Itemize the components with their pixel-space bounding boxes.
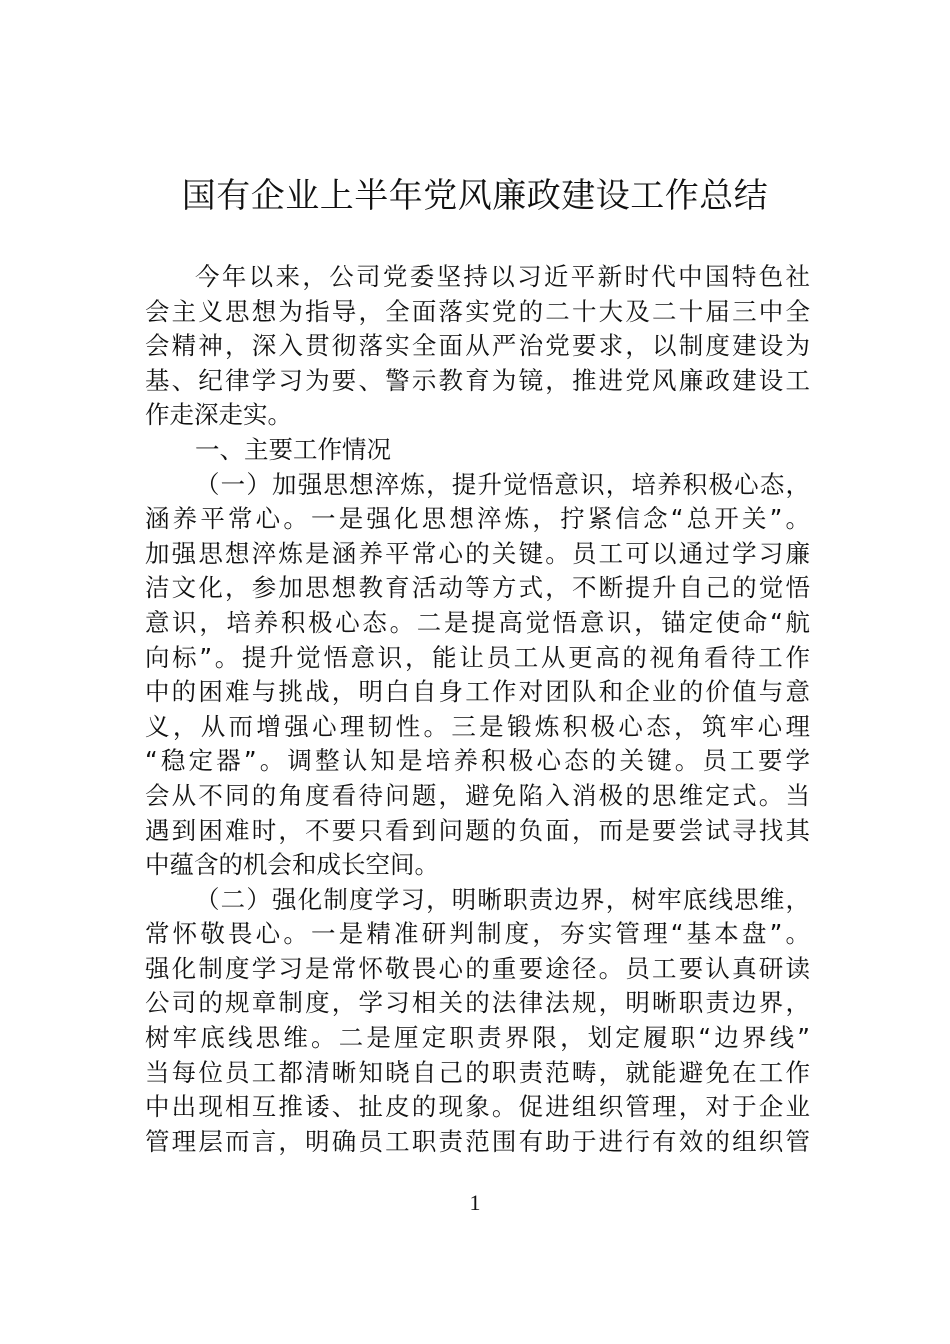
paragraph-line: 加强思想淬炼是涵养平常心的关键。员工可以通过学习廉 [145,538,810,568]
paragraph-line: 向标”。提升觉悟意识，能让员工从更高的视角看待工作 [145,642,810,672]
paragraph-line: 洁文化，参加思想教育活动等方式，不断提升自己的觉悟 [145,573,810,603]
paragraph-line: 常怀敬畏心。一是精准研判制度，夯实管理“基本盘”。 [145,919,810,949]
paragraph-line: 管理层而言，明确员工职责范围有助于进行有效的组织管 [145,1126,810,1156]
document-body [145,260,810,1159]
paragraph-line: 强化制度学习是常怀敬畏心的重要途径。员工要认真研读 [145,953,810,983]
section-heading: 一、主要工作情况 [195,434,391,464]
paragraph-line: 意识，培养积极心态。二是提高觉悟意识，锚定使命“航 [145,607,810,637]
paragraph-line: 中出现相互推诿、扯皮的现象。促进组织管理，对于企业 [145,1092,810,1122]
paragraph-line: 涵养平常心。一是强化思想淬炼，拧紧信念“总开关”。 [145,504,810,534]
paragraph-line: 公司的规章制度，学习相关的法律法规，明晰职责边界， [145,988,810,1018]
paragraph-line: 义，从而增强心理韧性。三是锻炼积极心态，筑牢心理 [145,711,810,741]
subsection-heading-line: （二）强化制度学习，明晰职责边界，树牢底线思维， [195,884,810,914]
paragraph-line: 中的困难与挑战，明白自身工作对团队和企业的价值与意 [145,677,810,707]
paragraph-line: 树牢底线思维。二是厘定职责界限，划定履职“边界线” [145,1023,810,1053]
page-number: 1 [469,1190,481,1215]
paragraph-line: 基、纪律学习为要、警示教育为镜，推进党风廉政建设工 [145,365,810,395]
paragraph-line: 当每位员工都清晰知晓自己的职责范畴，就能避免在工作 [145,1057,810,1087]
paragraph-line: 作走深走实。 [145,400,292,430]
paragraph-line: 遇到困难时，不要只看到问题的负面，而是要尝试寻找其 [145,815,810,845]
paragraph-line: 会主义思想为指导，全面落实党的二十大及二十届三中全 [145,296,810,326]
paragraph-line: 会精神，深入贯彻落实全面从严治党要求，以制度建设为 [145,331,810,361]
paragraph-line: 会从不同的角度看待问题，避免陷入消极的思维定式。当 [145,780,810,810]
document-title: 国有企业上半年党风廉政建设工作总结 [181,176,769,216]
paragraph-line: 中蕴含的机会和成长空间。 [145,850,439,880]
paragraph-line: “稳定器”。调整认知是培养积极心态的关键。员工要学 [145,746,810,776]
subsection-heading-line: （一）加强思想淬炼，提升觉悟意识，培养积极心态， [195,469,810,499]
paragraph-line: 今年以来，公司党委坚持以习近平新时代中国特色社 [195,262,810,291]
